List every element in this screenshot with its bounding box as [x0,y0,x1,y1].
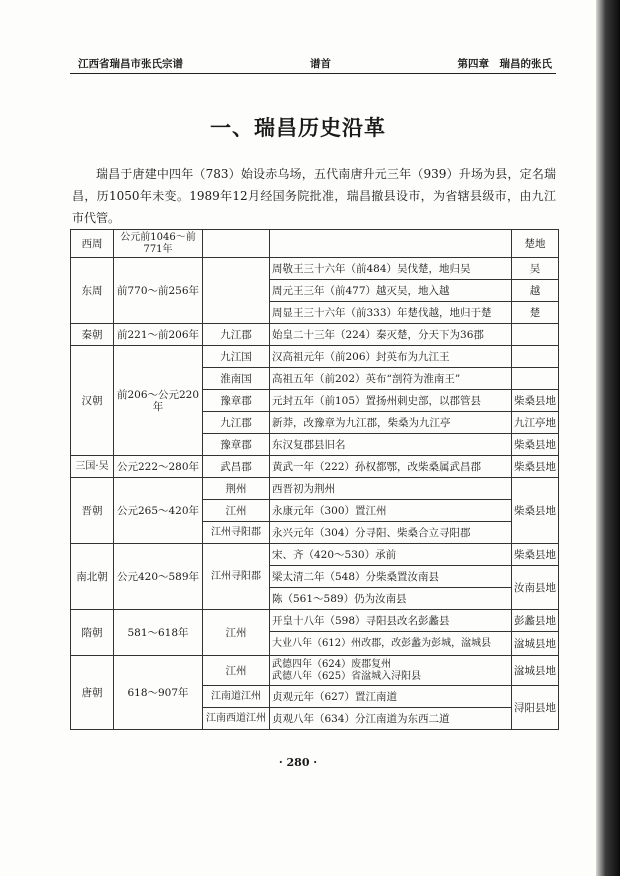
admin-cell [203,258,270,324]
table-row [71,656,559,686]
period-cell: 618～907年 [114,656,203,730]
event-cell: 梁太清二年（548）分柴桑置汝南县 [270,566,512,588]
header-rule [70,73,556,74]
admin-cell: 九江郡 [203,324,270,346]
land-cell: 柴桑县地 [512,434,559,456]
admin-cell: 荆州 [203,478,270,500]
dynasty-cell: 西周 [71,230,114,258]
period-cell: 公元前1046～前771年 [114,230,203,258]
land-cell: 汝南县地 [512,566,559,610]
event-cell: 新莽，改豫章为九江郡，柴桑为九江亭 [270,412,512,434]
land-cell: 楚 [512,302,559,324]
dynasty-cell: 唐朝 [71,656,114,730]
table-row [71,478,559,500]
land-cell: 柴桑县地 [512,390,559,412]
event-cell: 西晋初为荆州 [270,478,512,500]
dynasty-cell: 秦朝 [71,324,114,346]
event-cell: 高祖五年（前202）英布“剖符为淮南王” [270,368,512,390]
admin-cell: 江州寻阳郡 [203,522,270,544]
admin-cell: 九江郡 [203,412,270,434]
intro-paragraph: 瑞昌于唐建中四年（783）始设赤乌场，五代南唐升元三年（939）升场为县，定名瑞昌，历1050年未变。1989年12月经国务院批准，瑞昌撤县设市，为省辖县级市，由九江市代管。 [72,167,556,225]
event-cell: 周元王三年（前477）越灭吴，地入越 [270,280,512,302]
event-cell: 黄武一年（222）孙权都鄂，改柴桑属武昌郡 [270,456,512,478]
history-table [70,229,559,730]
period-cell: 前221～前206年 [114,324,203,346]
land-cell [512,368,559,390]
admin-cell: 九江国 [203,346,270,368]
admin-cell: 豫章郡 [203,390,270,412]
event-cell: 贞观八年（634）分江南道为东西二道 [270,708,512,730]
land-cell: 九江亭地 [512,412,559,434]
event-cell: 永兴元年（304）分寻阳、柴桑合立寻阳郡 [270,522,512,544]
dynasty-cell: 东周 [71,258,114,324]
event-cell: 武德四年（624）废郡复州 武德八年（625）省湓城入浔阳县 [270,656,512,686]
land-cell: 湓城县地 [512,632,559,656]
admin-cell: 江南道江州 [203,686,270,708]
dynasty-cell: 南北朝 [71,544,114,610]
event-cell: 周显王三十六年（前333）年楚伐越，地归于楚 [270,302,512,324]
event-cell: 汉高祖元年（前206）封英布为九江王 [270,346,512,368]
event-cell: 周敬王三十六年（前484）吴伐楚，地归吴 [270,258,512,280]
header-chapter: 第四章 瑞昌的张氏 [457,58,552,70]
land-cell: 吴 [512,258,559,280]
admin-cell: 江州 [203,610,270,656]
dynasty-cell: 隋朝 [71,610,114,656]
running-header [70,56,556,72]
event-cell: 陈（561～589）仍为汝南县 [270,588,512,610]
admin-cell: 江州 [203,656,270,686]
land-cell: 浔阳县地 [512,686,559,730]
land-cell: 柴桑县地 [512,478,559,544]
page-number: · 280 · [278,756,318,769]
page-title: 一、瑞昌历史沿革 [210,116,386,140]
event-cell: 元封五年（前105）置扬州刺史部，以郡管县 [270,390,512,412]
period-cell: 前206～公元220年 [114,346,203,456]
table-row [71,610,559,632]
land-cell: 越 [512,280,559,302]
land-cell [512,346,559,368]
table-row [71,230,559,258]
admin-cell: 淮南国 [203,368,270,390]
event-cell [270,230,512,258]
admin-cell [203,230,270,258]
dynasty-cell: 三国·吴 [71,456,114,478]
admin-cell: 江州寻阳郡 [203,544,270,610]
admin-cell: 豫章郡 [203,434,270,456]
table-row [71,258,559,280]
land-cell: 柴桑县地 [512,456,559,478]
admin-cell: 江州 [203,500,270,522]
land-cell: 柴桑县地 [512,544,559,566]
event-cell: 东汉复郡县旧名 [270,434,512,456]
land-cell: 楚地 [512,230,559,258]
admin-cell: 武昌郡 [203,456,270,478]
event-cell: 宋、齐（420～530）承前 [270,544,512,566]
table-row [71,456,559,478]
header-section: 谱首 [310,58,331,70]
period-cell: 前770～前256年 [114,258,203,324]
table-row [71,324,559,346]
period-cell: 公元222～280年 [114,456,203,478]
admin-cell: 江南西道江州 [203,708,270,730]
land-cell [512,324,559,346]
event-cell: 永康元年（300）置江州 [270,500,512,522]
land-cell: 湓城县地 [512,656,559,686]
dynasty-cell: 汉朝 [71,346,114,456]
land-cell: 彭蠡县地 [512,610,559,632]
period-cell: 581～618年 [114,610,203,656]
dynasty-cell: 晋朝 [71,478,114,544]
period-cell: 公元420～589年 [114,544,203,610]
table-row [71,544,559,566]
period-cell: 公元265～420年 [114,478,203,544]
event-cell: 贞观元年（627）置江南道 [270,686,512,708]
table-row [71,346,559,368]
event-cell: 大业八年（612）州改郡，改彭蠡为彭城，湓城县 [270,632,512,656]
event-cell: 开皇十八年（598）寻阳县改名彭蠡县 [270,610,512,632]
header-book-title: 江西省瑞昌市张氏宗谱 [78,58,183,70]
page-edge-shadow [596,0,620,876]
event-cell: 始皇二十三年（224）秦灭楚，分天下为36郡 [270,324,512,346]
